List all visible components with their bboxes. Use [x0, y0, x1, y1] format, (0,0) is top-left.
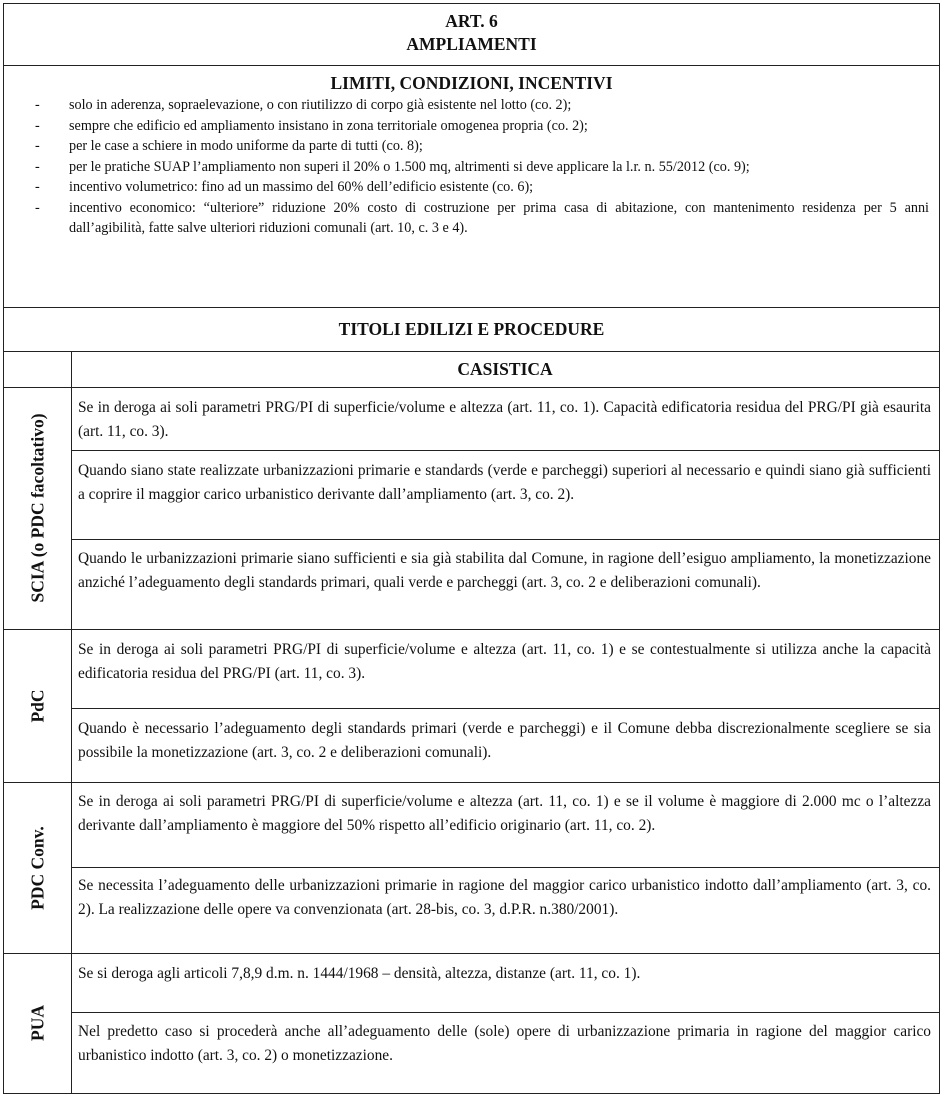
limits-item [4, 95, 939, 116]
case-text: Quando le urbanizzazioni primarie siano sufficienti e sia già stabilita dal Comune, in ragione dell’esiguo ampliamento, la monetizzazione anziché l’adeguamento degli standards primari, quali verde e parcheggi (art. 3, co. 2 e deliberazioni comunali). [78, 550, 931, 591]
casistica-table [4, 351, 939, 1093]
limits-list [4, 95, 939, 239]
article-number: ART. 6 [445, 11, 498, 31]
case-text: Se si deroga agli articoli 7,8,9 d.m. n. 1444/1968 – densità, altezza, distanze (art. 11, co. 1). [78, 965, 641, 982]
limits-item-text: incentivo volumetrico: fino ad un massimo del 60% dell’edificio esistente (co. 6); [69, 179, 534, 195]
group-label: PdC [27, 688, 47, 723]
group-label-cell [4, 629, 71, 782]
article-header [4, 10, 939, 56]
row-divider [4, 387, 939, 388]
row-divider [4, 782, 939, 783]
limits-item [4, 177, 939, 198]
bullet-dash: - [35, 179, 40, 195]
case-text: Se in deroga ai soli parametri PRG/PI di superficie/volume e altezza (art. 11, co. 1). Capacità edificatoria residua del PRG/PI già esaurita (art. 11, co. 3). [78, 399, 931, 440]
case-text: Quando è necessario l’adeguamento degli standards primari (verde e parcheggi) e il Comune debba discrezionalmente scegliere se sia possibile la monetizzazione (art. 3, co. 2 e deliberazioni comunali). [78, 720, 931, 761]
group-label-cell [4, 953, 71, 1093]
limits-item-text: per le case a schiere in modo uniforme da parte di tutti (co. 8); [69, 138, 423, 154]
cell-divider [71, 450, 939, 451]
limits-item-text: solo in aderenza, sopraelevazione, o con riutilizzo di corpo già esistente nel lotto (co. 2); [69, 97, 572, 113]
casistica-heading: CASISTICA [457, 359, 553, 379]
case-text: Se in deroga ai soli parametri PRG/PI di superficie/volume e altezza (art. 11, co. 1) e se contestualmente si utilizza anche la capacità edificatoria residua del PRG/PI (art. 11, co. 3). [78, 641, 931, 682]
group-label: PDC Conv. [27, 825, 47, 910]
article-subject: AMPLIAMENTI [406, 34, 537, 54]
divider [4, 65, 939, 66]
group-label-cell [4, 387, 71, 629]
cell-divider [71, 539, 939, 540]
limits-item-text: sempre che edificio ed ampliamento insistano in zona territoriale omogenea propria (co. 2); [69, 117, 588, 134]
bullet-dash: - [35, 97, 40, 113]
limits-item [4, 136, 939, 157]
row-divider [4, 629, 939, 630]
group-label: SCIA (o PDC facoltativo) [27, 413, 47, 603]
group-label: PUA [27, 1005, 47, 1041]
casistica-header [71, 351, 939, 387]
case-text: Se necessita l’adeguamento delle urbanizzazioni primarie in ragione del maggior carico urbanistico indotto dall’ampliamento (art. 3, co. 2). La realizzazione delle opere va convenzionata (art. 28-bis, co. 3, d.P.R. n.380/2001). [78, 877, 931, 918]
bullet-dash: - [35, 158, 40, 175]
limits-item [4, 116, 939, 137]
limits-section [4, 71, 939, 239]
bullet-dash: - [35, 138, 40, 154]
limits-item-text: per le pratiche SUAP l’ampliamento non superi il 20% o 1.500 mq, altrimenti si deve applicare la l.r. n. 55/2012 (co. 9); [69, 158, 750, 175]
row-divider [4, 953, 939, 954]
case-text: Quando siano state realizzate urbanizzazioni primarie e standards (verde e parcheggi) superiori al necessario e quindi siano già sufficienti a coprire il maggior carico urbanistico derivante dall’ampliamento (art. 3, co. 2). [78, 462, 931, 503]
limits-item [4, 157, 939, 178]
document-table [3, 3, 940, 1094]
bullet-dash: - [35, 117, 40, 134]
titles-section [4, 307, 939, 351]
group-label-cell [4, 782, 71, 953]
cell-divider [71, 1012, 939, 1013]
case-text: Se in deroga ai soli parametri PRG/PI di superficie/volume e altezza (art. 11, co. 1) e se il volume è maggiore di 2.000 mc o l’altezza derivante dall’ampliamento è maggiore del 50% rispetto all’edificio originario (art. 11, co. 2). [78, 793, 931, 834]
titles-heading: TITOLI EDILIZI E PROCEDURE [338, 319, 605, 339]
bullet-dash: - [35, 199, 40, 216]
cell-divider [71, 867, 939, 868]
limits-item [4, 198, 939, 239]
limits-item-text: incentivo economico: “ulteriore” riduzione 20% costo di costruzione per prima casa di abitazione, con mantenimento residenza per 5 anni dall’agibilità, fatte salve ulteriori riduzioni comunali (art. 10, c. 3 e 4). [69, 199, 929, 236]
column-divider [71, 351, 72, 1093]
case-text: Nel predetto caso si procederà anche all’adeguamento delle (sole) opere di urbanizzazione primaria in ragione del maggior carico urbanistico indotto (art. 3, co. 2) o monetizzazione. [78, 1023, 931, 1064]
limits-heading: LIMITI, CONDIZIONI, INCENTIVI [330, 73, 613, 93]
cell-divider [71, 708, 939, 709]
